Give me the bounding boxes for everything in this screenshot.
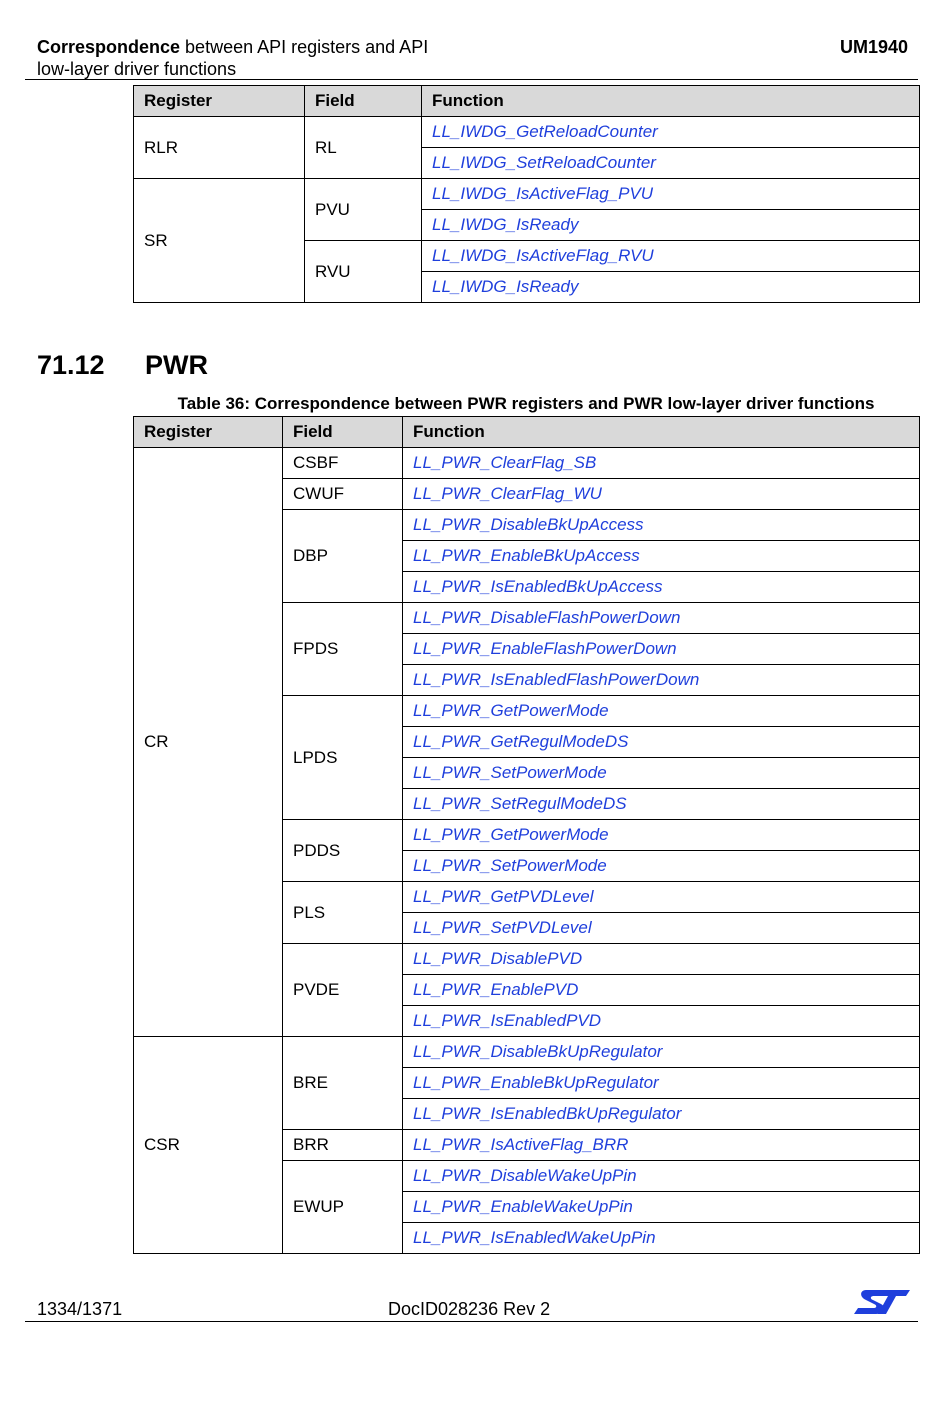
field-cell: PVDE	[283, 944, 403, 1037]
function-link[interactable]: LL_PWR_ClearFlag_WU	[403, 479, 920, 510]
section-title: PWR	[145, 350, 208, 380]
column-header: Function	[422, 86, 920, 117]
function-link[interactable]: LL_PWR_EnableBkUpRegulator	[403, 1068, 920, 1099]
field-cell: PVU	[305, 179, 422, 241]
register-cell: CR	[134, 448, 283, 1037]
field-cell: CSBF	[283, 448, 403, 479]
function-link[interactable]: LL_PWR_SetPowerMode	[403, 851, 920, 882]
field-cell: LPDS	[283, 696, 403, 820]
st-logo-icon	[852, 1286, 912, 1318]
header-divider	[25, 79, 918, 80]
function-link[interactable]: LL_PWR_ClearFlag_SB	[403, 448, 920, 479]
function-link[interactable]: LL_IWDG_SetReloadCounter	[422, 148, 920, 179]
function-link[interactable]: LL_PWR_DisableBkUpAccess	[403, 510, 920, 541]
register-cell: RLR	[134, 117, 305, 179]
header-title-rest: between API registers and API	[180, 37, 429, 57]
function-link[interactable]: LL_PWR_SetPVDLevel	[403, 913, 920, 944]
function-link[interactable]: LL_PWR_GetPVDLevel	[403, 882, 920, 913]
field-cell: PDDS	[283, 820, 403, 882]
table-row	[134, 117, 920, 148]
function-link[interactable]: LL_PWR_IsActiveFlag_BRR	[403, 1130, 920, 1161]
function-link[interactable]: LL_IWDG_IsActiveFlag_RVU	[422, 241, 920, 272]
function-link[interactable]: LL_PWR_IsEnabledBkUpRegulator	[403, 1099, 920, 1130]
header-title-line2: low-layer driver functions	[37, 59, 237, 79]
field-cell: RL	[305, 117, 422, 179]
iwdg-register-table	[133, 85, 920, 303]
function-link[interactable]: LL_PWR_GetRegulModeDS	[403, 727, 920, 758]
page-header-title	[37, 36, 428, 80]
doc-id: DocID028236 Rev 2	[388, 1299, 551, 1319]
field-cell: RVU	[305, 241, 422, 303]
function-link[interactable]: LL_IWDG_IsReady	[422, 210, 920, 241]
function-link[interactable]: LL_PWR_DisableFlashPowerDown	[403, 603, 920, 634]
function-link[interactable]: LL_PWR_EnablePVD	[403, 975, 920, 1006]
doc-code: UM1940	[839, 37, 908, 57]
table-row	[134, 1037, 920, 1068]
function-link[interactable]: LL_PWR_EnableFlashPowerDown	[403, 634, 920, 665]
function-link[interactable]: LL_PWR_IsEnabledBkUpAccess	[403, 572, 920, 603]
function-link[interactable]: LL_PWR_IsEnabledWakeUpPin	[403, 1223, 920, 1254]
field-cell: BRE	[283, 1037, 403, 1130]
page-number: 1334/1371	[37, 1299, 123, 1319]
column-header: Function	[403, 417, 920, 448]
function-link[interactable]: LL_PWR_DisableWakeUpPin	[403, 1161, 920, 1192]
field-cell: DBP	[283, 510, 403, 603]
register-cell: SR	[134, 179, 305, 303]
column-header: Field	[283, 417, 403, 448]
function-link[interactable]: LL_PWR_IsEnabledPVD	[403, 1006, 920, 1037]
function-link[interactable]: LL_PWR_EnableBkUpAccess	[403, 541, 920, 572]
table-row	[134, 448, 920, 479]
field-cell: CWUF	[283, 479, 403, 510]
function-link[interactable]: LL_PWR_GetPowerMode	[403, 696, 920, 727]
field-cell: PLS	[283, 882, 403, 944]
column-header: Register	[134, 86, 305, 117]
function-link[interactable]: LL_IWDG_IsActiveFlag_PVU	[422, 179, 920, 210]
function-link[interactable]: LL_IWDG_GetReloadCounter	[422, 117, 920, 148]
register-cell: CSR	[134, 1037, 283, 1254]
function-link[interactable]: LL_PWR_EnableWakeUpPin	[403, 1192, 920, 1223]
column-header: Register	[134, 417, 283, 448]
field-cell: FPDS	[283, 603, 403, 696]
function-link[interactable]: LL_PWR_DisableBkUpRegulator	[403, 1037, 920, 1068]
table-row	[134, 179, 920, 210]
function-link[interactable]: LL_IWDG_IsReady	[422, 272, 920, 303]
section-number: 71.12	[37, 350, 105, 380]
header-title-bold: Correspondence	[37, 37, 181, 57]
column-header: Field	[305, 86, 422, 117]
table-caption: Table 36: Correspondence between PWR registers and PWR low-layer driver functions	[177, 394, 875, 413]
function-link[interactable]: LL_PWR_DisablePVD	[403, 944, 920, 975]
function-link[interactable]: LL_PWR_GetPowerMode	[403, 820, 920, 851]
field-cell: BRR	[283, 1130, 403, 1161]
footer-divider	[25, 1321, 918, 1322]
function-link[interactable]: LL_PWR_SetRegulModeDS	[403, 789, 920, 820]
pwr-register-table	[133, 416, 920, 1254]
function-link[interactable]: LL_PWR_SetPowerMode	[403, 758, 920, 789]
field-cell: EWUP	[283, 1161, 403, 1254]
function-link[interactable]: LL_PWR_IsEnabledFlashPowerDown	[403, 665, 920, 696]
